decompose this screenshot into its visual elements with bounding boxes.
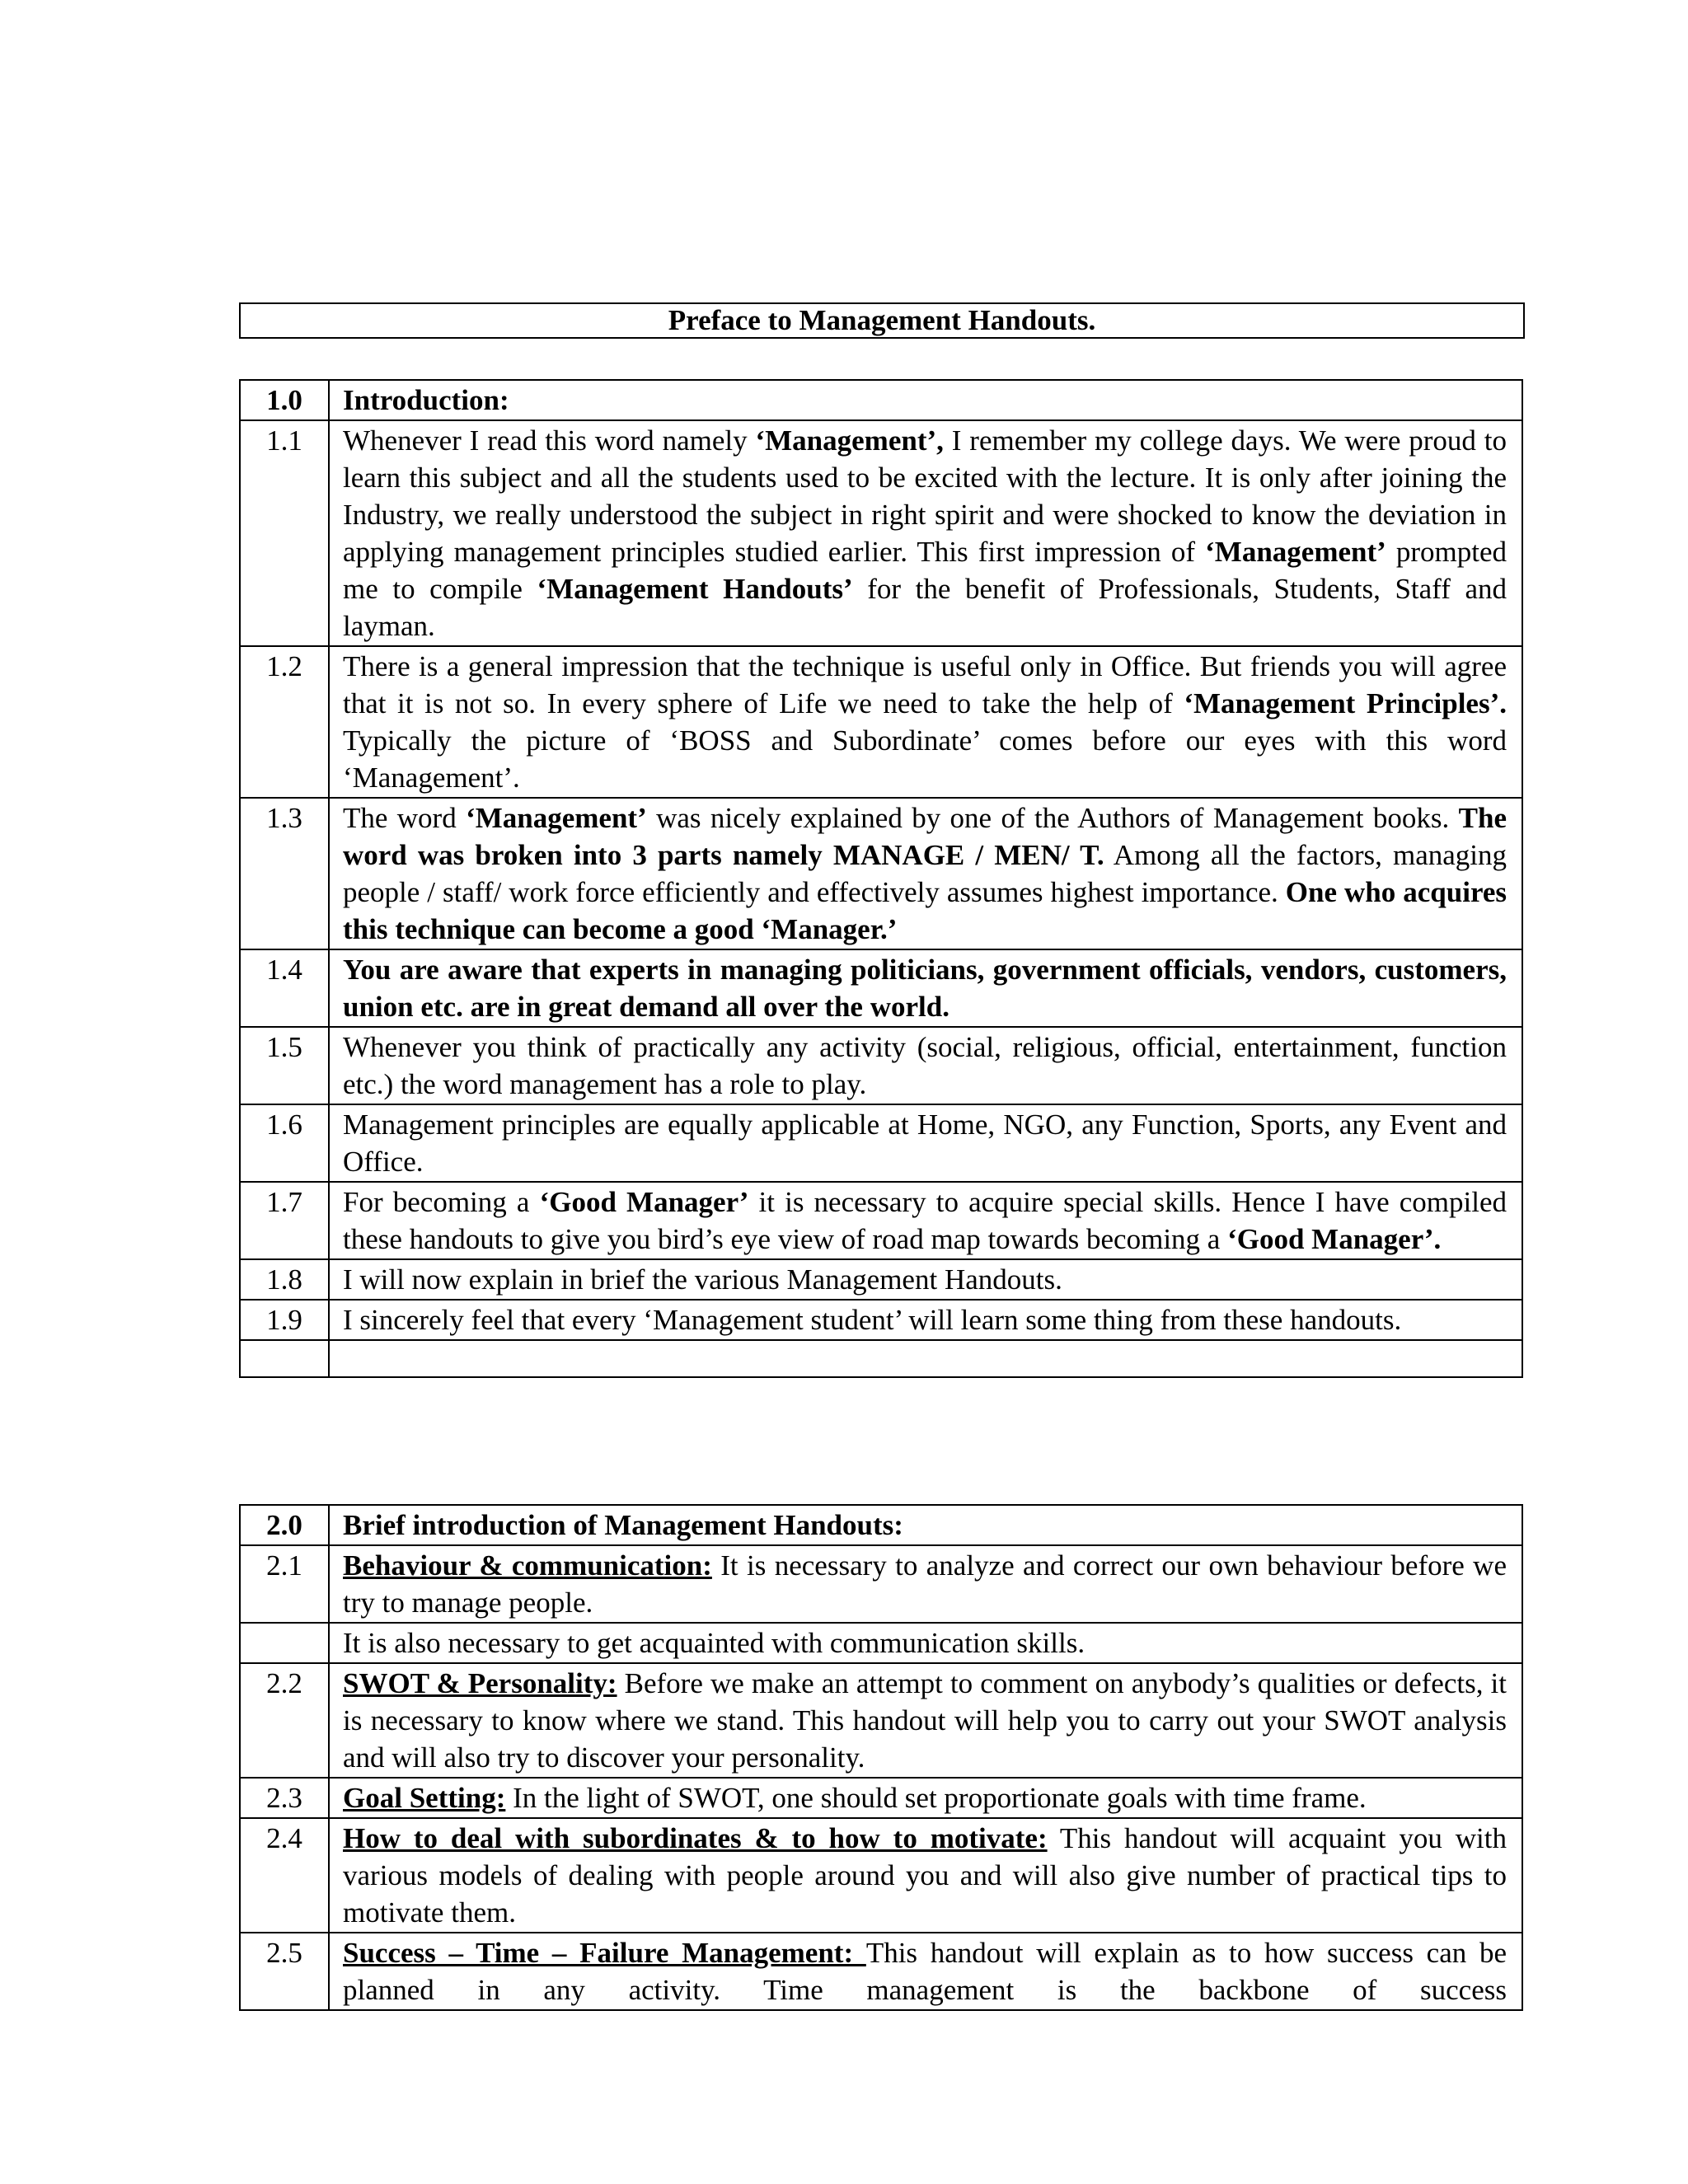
- handout-title: Success – Time – Failure Management:: [343, 1937, 866, 1969]
- item-number: 1.8: [240, 1259, 329, 1300]
- table-row: [240, 420, 1522, 646]
- item-number: 2.1: [240, 1545, 329, 1623]
- item-text: [329, 1300, 1522, 1340]
- table-row: [240, 1300, 1522, 1340]
- item-number: 1.3: [240, 798, 329, 949]
- section-header-row: [240, 1505, 1522, 1545]
- section-heading: Brief introduction of Management Handouts:: [329, 1505, 1522, 1545]
- body-text: In the light of SWOT, one should set proportionate goals with time frame.: [505, 1782, 1367, 1814]
- body-text: I remember my college days. We were proud to learn this subject and all the students used to be excited with the lecture. It is only after joining the Industry, we really understood the subject in right spirit and were shocked to know the deviation in applying management principles studied earlier. This first impression of: [343, 424, 1507, 568]
- table-row: [240, 949, 1522, 1027]
- body-text: It is also necessary to get acquainted with communication skills.: [343, 1627, 1085, 1659]
- item-text: [329, 798, 1522, 949]
- table-row: [240, 798, 1522, 949]
- section-heading: Introduction:: [329, 380, 1522, 420]
- handouts-intro-table: [239, 1504, 1523, 2011]
- table-row: [240, 1259, 1522, 1300]
- item-text: [329, 1104, 1522, 1182]
- bold-text: ‘Management’,: [755, 424, 944, 457]
- body-text: Before we make an attempt to comment on anybody’s qualities or defects, it is necessary to know where we stand. This handout will help you to carry out your SWOT analysis and will also try to discover your personality.: [343, 1667, 1507, 1774]
- body-text: I sincerely feel that every ‘Management student’ will learn some thing from these handouts.: [343, 1304, 1402, 1336]
- item-text: [329, 1663, 1522, 1778]
- item-number: 2.3: [240, 1778, 329, 1818]
- body-text: This handout will acquaint you with various models of dealing with people around you and will also give number of practical tips to motivate them.: [343, 1822, 1507, 1929]
- item-text: [329, 1027, 1522, 1104]
- item-number: 1.2: [240, 646, 329, 798]
- item-text: [329, 1778, 1522, 1818]
- introduction-table: [239, 379, 1523, 1378]
- item-number: 2.5: [240, 1933, 329, 2010]
- table-row: [240, 1778, 1522, 1818]
- body-text: It is necessary to analyze and correct our own behaviour before we try to manage people.: [343, 1549, 1507, 1619]
- body-text: Whenever I read this word namely: [343, 424, 756, 457]
- table-row: [240, 1340, 1522, 1377]
- item-number: 1.4: [240, 949, 329, 1027]
- item-text: [329, 1933, 1522, 2010]
- table-row: [240, 1818, 1522, 1933]
- item-text: [329, 1259, 1522, 1300]
- item-text: [329, 1182, 1522, 1259]
- table-row: [240, 1545, 1522, 1623]
- bold-text: ‘Management Principles’.: [1184, 687, 1507, 719]
- body-text: There is a general impression that the technique is useful only in Office. But friends you will agree that it is not so. In every sphere of Life we need to take the help of: [343, 650, 1507, 719]
- handout-title: Goal Setting:: [343, 1782, 506, 1814]
- table-row: [240, 1104, 1522, 1182]
- handout-title: Behaviour & communication:: [343, 1549, 712, 1582]
- body-text: This handout will explain as to how success can be planned in any activity. Time management is the backbone of success: [343, 1937, 1507, 2006]
- item-text: [329, 1340, 1522, 1377]
- handout-title: How to deal with subordinates & to how to motivate:: [343, 1822, 1048, 1854]
- body-text: prompted me to compile: [343, 536, 1507, 605]
- table-row: [240, 1182, 1522, 1259]
- section-number: 2.0: [240, 1505, 329, 1545]
- bold-text: You are aware that experts in managing politicians, government officials, vendors, customers, union etc. are in great demand all over the world.: [343, 954, 1507, 1023]
- body-text: for the benefit of Professionals, Students, Staff and layman.: [343, 573, 1507, 642]
- item-number: [240, 1623, 329, 1663]
- bold-text: One who acquires this technique can become a good ‘Manager.’: [343, 876, 1507, 945]
- table-row: [240, 646, 1522, 798]
- section-header-row: [240, 380, 1522, 420]
- body-text: I will now explain in brief the various Management Handouts.: [343, 1263, 1062, 1296]
- item-text: [329, 1818, 1522, 1933]
- body-text: Among all the factors, managing people / staff/ work force efficiently and effectively assumes highest importance.: [343, 839, 1507, 908]
- table-row: [240, 1663, 1522, 1778]
- item-number: 1.1: [240, 420, 329, 646]
- bold-text: The word was broken into 3 parts namely MANAGE / MEN/ T.: [343, 802, 1507, 871]
- bold-text: ‘Good Manager’.: [1227, 1223, 1442, 1255]
- bold-text: ‘Management’: [1205, 536, 1386, 568]
- body-text: For becoming a: [343, 1186, 540, 1218]
- item-number: 1.5: [240, 1027, 329, 1104]
- item-number: 2.4: [240, 1818, 329, 1933]
- body-text: Typically the picture of ‘BOSS and Subordinate’ comes before our eyes with this word ‘Management’.: [343, 724, 1507, 794]
- document-title: Preface to Management Handouts.: [239, 302, 1525, 339]
- body-text: it is necessary to acquire special skills. Hence I have compiled these handouts to give you bird’s eye view of road map towards becoming a: [343, 1186, 1507, 1255]
- body-text: The word: [343, 802, 467, 834]
- table-row: [240, 1623, 1522, 1663]
- item-text: [329, 646, 1522, 798]
- body-text: was nicely explained by one of the Authors of Management books.: [646, 802, 1459, 834]
- item-number: 2.2: [240, 1663, 329, 1778]
- item-number: [240, 1340, 329, 1377]
- table-row: [240, 1933, 1522, 2010]
- item-number: 1.9: [240, 1300, 329, 1340]
- bold-text: ‘Good Manager’: [539, 1186, 749, 1218]
- bold-text: ‘Management’: [466, 802, 647, 834]
- item-text: [329, 420, 1522, 646]
- bold-text: ‘Management Handouts’: [537, 573, 853, 605]
- body-text: Management principles are equally applicable at Home, NGO, any Function, Sports, any Event and Office.: [343, 1108, 1507, 1178]
- item-text: [329, 1623, 1522, 1663]
- table-row: [240, 1027, 1522, 1104]
- handout-title: SWOT & Personality:: [343, 1667, 617, 1699]
- item-text: [329, 949, 1522, 1027]
- body-text: Whenever you think of practically any activity (social, religious, official, entertainment, function etc.) the word management has a role to play.: [343, 1031, 1507, 1100]
- section-number: 1.0: [240, 380, 329, 420]
- item-number: 1.6: [240, 1104, 329, 1182]
- item-number: 1.7: [240, 1182, 329, 1259]
- item-text: [329, 1545, 1522, 1623]
